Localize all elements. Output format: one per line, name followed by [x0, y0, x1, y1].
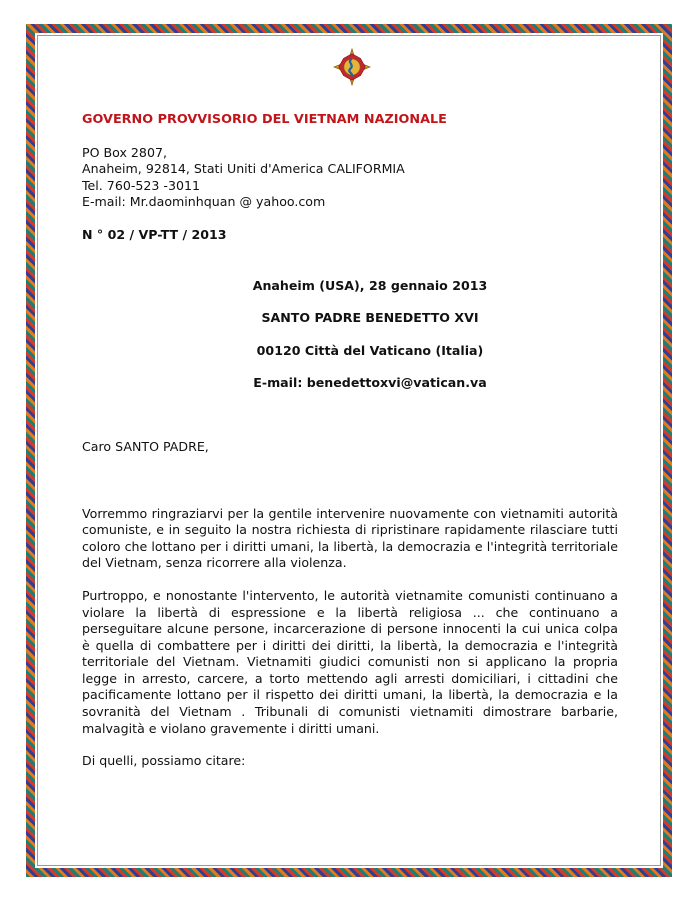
body-paragraph: Purtroppo, e nonostante l'intervento, le autorità vietnamite comunisti continuano a violare la libertà di espressione e la libertà religiosa ... che continuano a perseguitare alcune persone, incarcerazione di persone innocenti la cui unica colpa è quella di combattere per i diritti dei diritti, la libertà, la democrazia e l'integrità territoriale del Vietnam. Vietnamiti giudici comunisti non si applicano la propria legge in arresto, carcere, a torto mettendo agli arresti domiciliari, i cittadini che pacificamente lottano per il rispetto dei diritti umani, la libertà, la democrazia e la sovranità del Vietnam . Tribunali di comunisti vietnamiti dimostrare barbarie, malvagità e violano gravemente i diritti umani.	[82, 587, 618, 736]
address-line-phone: Tel. 760-523 -3011	[82, 177, 201, 193]
greeting: Caro SANTO PADRE,	[82, 438, 209, 454]
address-line-pobox: PO Box 2807,	[82, 144, 167, 160]
address-line-email: E-mail: Mr.daominhquan @ yahoo.com	[82, 194, 326, 210]
sender-address	[82, 145, 618, 211]
letter-content	[82, 112, 618, 770]
place-date: Anaheim (USA), 28 gennaio 2013	[252, 277, 488, 293]
reference-number: N ° 02 / VP-TT / 2013	[82, 226, 227, 242]
emblem-seal-icon	[333, 48, 371, 86]
address-line-city: Anaheim, 92814, Stati Uniti d'America CALIFORMIA	[82, 161, 405, 177]
recipient-name: SANTO PADRE BENEDETTO XVI	[261, 310, 479, 326]
body-paragraph: Di quelli, possiamo citare:	[82, 753, 246, 769]
recipient-address: 00120 Città del Vaticano (Italia)	[256, 342, 484, 358]
body-paragraph: Vorremmo ringraziarvi per la gentile intervenire nuovamente con vietnamiti autorità comuniste, e in seguito la nostra richiesta di ripristinare rapidamente rilasciare tutti coloro che lottano per i diritti umani, la libertà, la democrazia e l'integrità territoriale del Vietnam, senza ricorrere alla violenza.	[82, 505, 618, 571]
recipient-email: E-mail: benedettoxvi@vatican.va	[253, 375, 487, 391]
organization-name: GOVERNO PROVVISORIO DEL VIETNAM NAZIONALE	[82, 112, 447, 127]
